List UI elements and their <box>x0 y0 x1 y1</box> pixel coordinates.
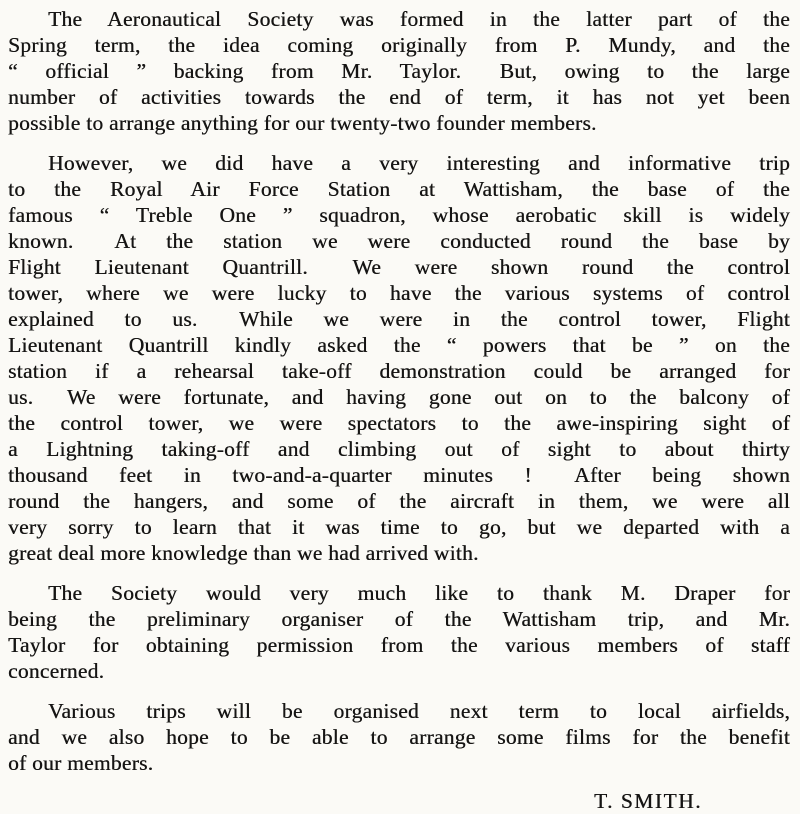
text-line: concerned. <box>8 659 105 683</box>
text-line: to the Royal Air Force Station at Wattisham, the base of the <box>8 177 790 201</box>
paragraph <box>8 150 790 566</box>
text-line: Taylor for obtaining permission from the various members of staff <box>8 633 790 657</box>
text-line: Spring term, the idea coming originally from P. Mundy, and the <box>8 33 790 57</box>
text-line: number of activities towards the end of term, it has not yet been <box>8 85 790 109</box>
paragraph <box>8 6 790 136</box>
text-line: Various trips will be organised next term to local airfields, <box>48 699 790 723</box>
text-line: “ official ” backing from Mr. Taylor. But, owing to the large <box>8 59 790 83</box>
text-line: station if a rehearsal take-off demonstration could be arranged for <box>8 359 790 383</box>
text-line: of our members. <box>8 751 154 775</box>
text-line: tower, where we were lucky to have the various systems of control <box>8 281 790 305</box>
text-line: thousand feet in two-and-a-quarter minutes ! After being shown <box>8 463 790 487</box>
text-line: and we also hope to be able to arrange some films for the benefit <box>8 725 790 749</box>
text-line: The Society would very much like to thank M. Draper for <box>48 581 790 605</box>
text-line: us. We were fortunate, and having gone out on to the balcony of <box>8 385 790 409</box>
text-line: great deal more knowledge than we had arrived with. <box>8 541 479 565</box>
text-line: However, we did have a very interesting and informative trip <box>48 151 790 175</box>
text-line: the control tower, we were spectators to the awe-inspiring sight of <box>8 411 790 435</box>
paragraph <box>8 580 790 684</box>
text-line: The Aeronautical Society was formed in the latter part of the <box>48 7 790 31</box>
text-line: famous “ Treble One ” squadron, whose aerobatic skill is widely <box>8 203 790 227</box>
text-line: possible to arrange anything for our twenty-two founder members. <box>8 111 597 135</box>
text-line: a Lightning taking-off and climbing out of sight to about thirty <box>8 437 790 461</box>
text-line: Lieutenant Quantrill kindly asked the “ powers that be ” on the <box>8 333 790 357</box>
text-line: being the preliminary organiser of the Wattisham trip, and Mr. <box>8 607 790 631</box>
text-line: very sorry to learn that it was time to go, but we departed with a <box>8 515 790 539</box>
text-line: round the hangers, and some of the aircraft in them, we were all <box>8 489 790 513</box>
text-line: Flight Lieutenant Quantrill. We were shown round the control <box>8 255 790 279</box>
signature: T. SMITH. <box>593 789 702 813</box>
article-body <box>8 6 790 776</box>
text-line: explained to us. While we were in the control tower, Flight <box>8 307 790 331</box>
text-line: known. At the station we were conducted round the base by <box>8 229 790 253</box>
paragraph <box>8 698 790 776</box>
